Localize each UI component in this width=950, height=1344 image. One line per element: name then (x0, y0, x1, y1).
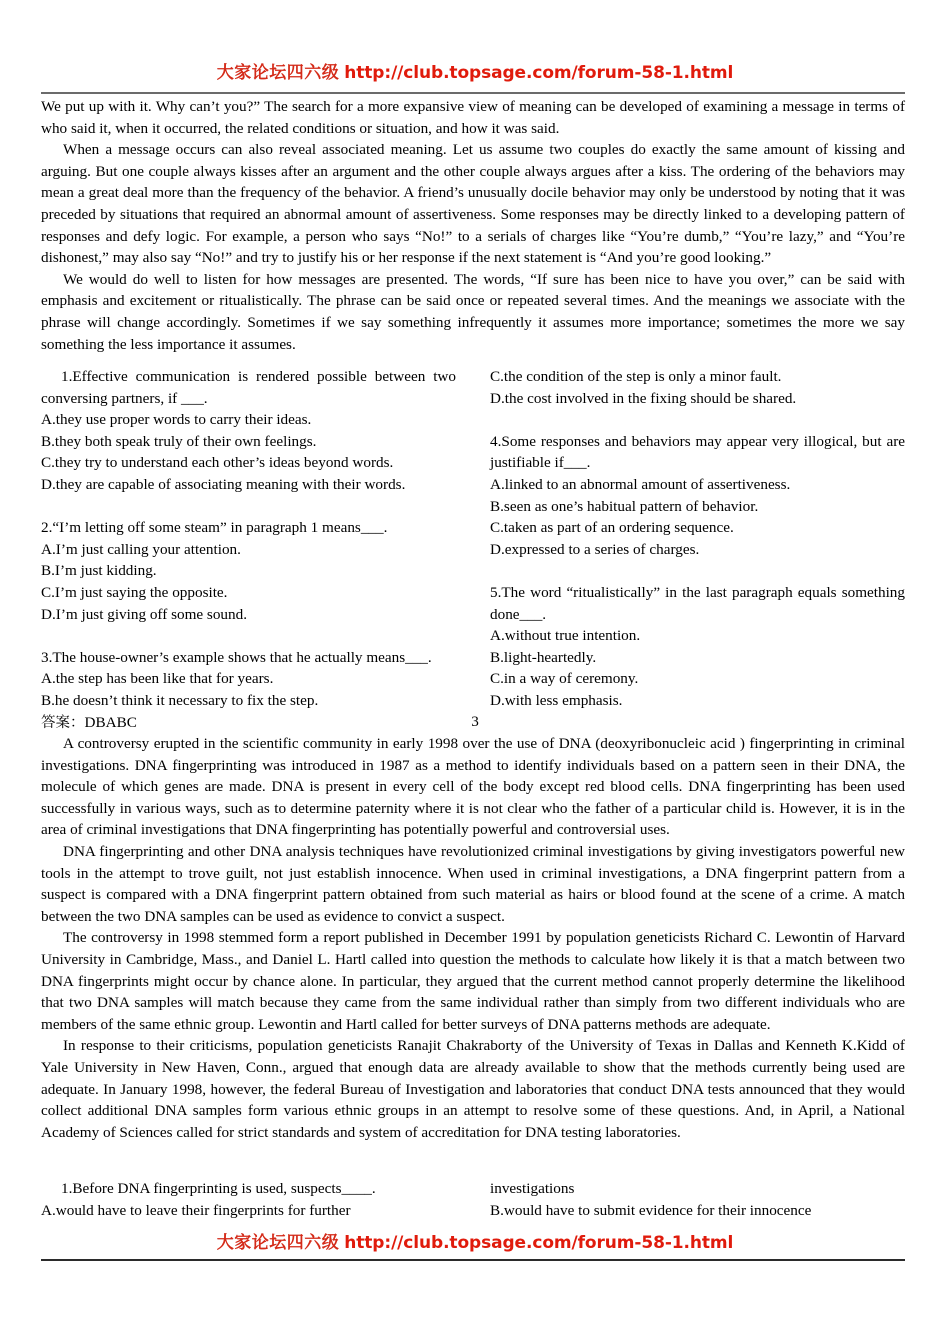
spacer (41, 496, 456, 518)
passage-one-paragraph-1: We put up with it. Why can’t you?” The search for a more expansive view of meaning can be developed of examining a message in terms of who said it, when it occurred, the related conditions or situation, and how it was said. (41, 98, 905, 137)
passage-one (41, 96, 905, 355)
spacer (41, 625, 456, 647)
question-5-stem: 5.The word “ritualistically” in the last paragraph equals something done___. (490, 583, 905, 623)
passage-two-question-1-stem-text: 1.Before DNA fingerprinting is used, suspects____. (61, 1180, 376, 1197)
page-footer-banner (0, 1228, 950, 1253)
question-2-option-a[interactable]: A.I’m just calling your attention. (41, 540, 241, 558)
passage-two-paragraph-2: DNA fingerprinting and other DNA analysis techniques have revolutionized criminal investigations by giving investigators powerful new tools in the attempt to trove guilt, not just establish innocence. When used in criminal investigations, a DNA fingerprint pattern from a suspect is compared with a DNA fingerprint pattern obtained from such material as hairs or blood found at the scene of a crime. A match between the two DNA samples can be used as evidence to convict a suspect. (41, 842, 905, 925)
passage-two-question-1-stem-continuation: investigations (490, 1180, 575, 1197)
passage-two-paragraph-1: A controversy erupted in the scientific community in early 1998 over the use of DNA (deoxyribonucleic acid ) fingerprinting in criminal investigations. DNA fingerprinting was introduced in 1987 as a method to identify individuals based on a pattern seen in their DNA, the molecule of which genes are made. DNA is present in every cell of the body except red blood cells. DNA fingerprinting has been used successfully in various ways, such as to determine paternity where it is not clear who the father of a particular child is. However, it is in the area of criminal investigations that DNA fingerprinting has potentially powerful and controversial uses. (41, 735, 905, 839)
question-4-option-d[interactable]: D.expressed to a series of charges. (490, 540, 700, 558)
spacer (490, 409, 905, 431)
passage-two-question-1-option-a[interactable]: A.would have to leave their fingerprints for further (41, 1201, 351, 1219)
passage-one-paragraph-3: We would do well to listen for how messages are presented. The words, “If sure has been nice to have you over,” can be said with emphasis and excitement or ritualistically. The phrase can be said once or repeated several times. And the meanings we associate with the phrase will change accordingly. Sometimes if we say something infrequently it assumes more importance; sometimes the more we say something the less importance it assumes. (41, 270, 905, 353)
question-3-option-a[interactable]: A.the step has been like that for years. (41, 670, 274, 688)
question-item-3 (41, 647, 456, 669)
question-3-stem: 3.The house-owner’s example shows that he actually means___. (41, 648, 432, 666)
question-item-4 (490, 431, 905, 474)
question-1-option-d[interactable]: D.they are capable of associating meaning with their words. (41, 475, 406, 493)
question-4-option-a[interactable]: A.linked to an abnormal amount of assertiveness. (490, 475, 791, 493)
question-5-option-d[interactable]: D.with less emphasis. (490, 691, 623, 709)
question-2-stem: 2.“I’m letting off some steam” in paragraph 1 means___. (41, 519, 388, 537)
question-5-option-b[interactable]: B.light-heartedly. (490, 648, 597, 666)
question-5-option-a[interactable]: A.without true intention. (490, 627, 641, 645)
footer-forum-url: http://club.topsage.com/forum-58-1.html (344, 1233, 734, 1253)
page-header-banner (0, 58, 950, 83)
question-4-option-c[interactable]: C.taken as part of an ordering sequence. (490, 519, 734, 537)
question-5-option-c[interactable]: C.in a way of ceremony. (490, 670, 639, 688)
passage-two-paragraph-3: The controversy in 1998 stemmed form a report published in December 1991 by population geneticists Richard C. Lewontin of Harvard University in Cambridge, Mass., and Daniel L. Hartl called into question the methods to calculate how likely it is that a match between two DNA fingerprints might occur by chance alone. In particular, they argued that the current method cannot properly determine the likelihood that two DNA samples will match because they came from the same individual rather than simply from two different individuals who are members of the same ethnic group. Lewontin and Hartl called for better surveys of DNA patterns methods are adequate. (41, 929, 905, 1033)
spacer (490, 560, 905, 582)
question-1-stem: 1.Effective communication is rendered possible between two conversing partners, if ___. (41, 368, 456, 407)
question-two-column-right (490, 1178, 905, 1221)
passage-two-question-1-option-b[interactable]: B.would have to submit evidence for their innocence (490, 1201, 812, 1219)
question-column-left (41, 366, 456, 734)
question-3-option-d[interactable]: D.the cost involved in the fixing should be shared. (490, 389, 797, 407)
answer-key-value: DBABC (84, 713, 137, 731)
question-item-2 (41, 517, 456, 539)
question-block-one (41, 366, 905, 731)
header-rule (41, 92, 905, 94)
passage-two-question-1-stem (41, 1178, 456, 1200)
question-3-option-c[interactable]: C.the condition of the step is only a minor fault. (490, 368, 782, 385)
question-2-option-c[interactable]: C.I’m just saying the opposite. (41, 583, 228, 601)
question-4-stem: 4.Some responses and behaviors may appear very illogical, but are justifiable if___. (490, 432, 905, 472)
footer-rule (41, 1259, 905, 1261)
question-1-option-c[interactable]: C.they try to understand each other’s ideas beyond words. (41, 454, 394, 472)
question-block-two (41, 1178, 905, 1228)
header-forum-url: http://club.topsage.com/forum-58-1.html (344, 63, 734, 83)
question-2-option-b[interactable]: B.I’m just kidding. (41, 562, 157, 580)
answer-key-label: 答案： (41, 714, 85, 731)
question-1-option-b[interactable]: B.they both speak truly of their own feelings. (41, 432, 317, 450)
question-column-right (490, 366, 905, 712)
footer-forum-name-cn: 大家论坛四六级 (216, 1233, 340, 1253)
header-forum-name-cn: 大家论坛四六级 (216, 63, 340, 83)
question-item-1 (41, 366, 456, 409)
question-3-option-b[interactable]: B.he doesn’t think it necessary to fix the step. (41, 691, 319, 709)
passage-two-paragraph-4: In response to their criticisms, population geneticists Ranajit Chakraborty of the University of Texas in Dallas and Kenneth K.Kidd of Yale University in New Haven, Conn., argued that enough data are already available to show that the methods currently being used are adequate. In January 1998, however, the federal Bureau of Investigation and laboratories that conduct DNA tests announced that they would collect additional DNA samples form various ethnic groups in an attempt to resolve some of these questions. And, in April, a National Academy of Sciences called for strict standards and system of accreditation for DNA testing laboratories. (41, 1037, 905, 1141)
question-4-option-b[interactable]: B.seen as one’s habitual pattern of behavior. (490, 497, 759, 515)
question-2-option-d[interactable]: D.I’m just giving off some sound. (41, 605, 248, 623)
passage-two (41, 733, 905, 1143)
question-1-option-a[interactable]: A.they use proper words to carry their ideas. (41, 411, 312, 429)
question-item-5 (490, 582, 905, 625)
passage-one-paragraph-2: When a message occurs can also reveal associated meaning. Let us assume two couples do exactly the same amount of kissing and arguing. But one couple always kisses after an argument and the other couple always argues after a kiss. The ordering of the behaviors may mean a great deal more than the frequency of the behavior. A friend’s unusually docile behavior may only be understood by noting that it was preceded by situations that required an abnormal amount of assertiveness. Some responses may be directly linked to a developing pattern of responses and defy logic. For example, a person who says “No!” to a serials of charges like “You’re dumb,” “You’re lazy,” and “You’re dishonest,” may also say “No!” and try to justify his or her response if the next statement is “And you’re good looking.” (41, 141, 905, 267)
page-number: 3 (471, 713, 479, 730)
question-two-column-left (41, 1178, 456, 1221)
